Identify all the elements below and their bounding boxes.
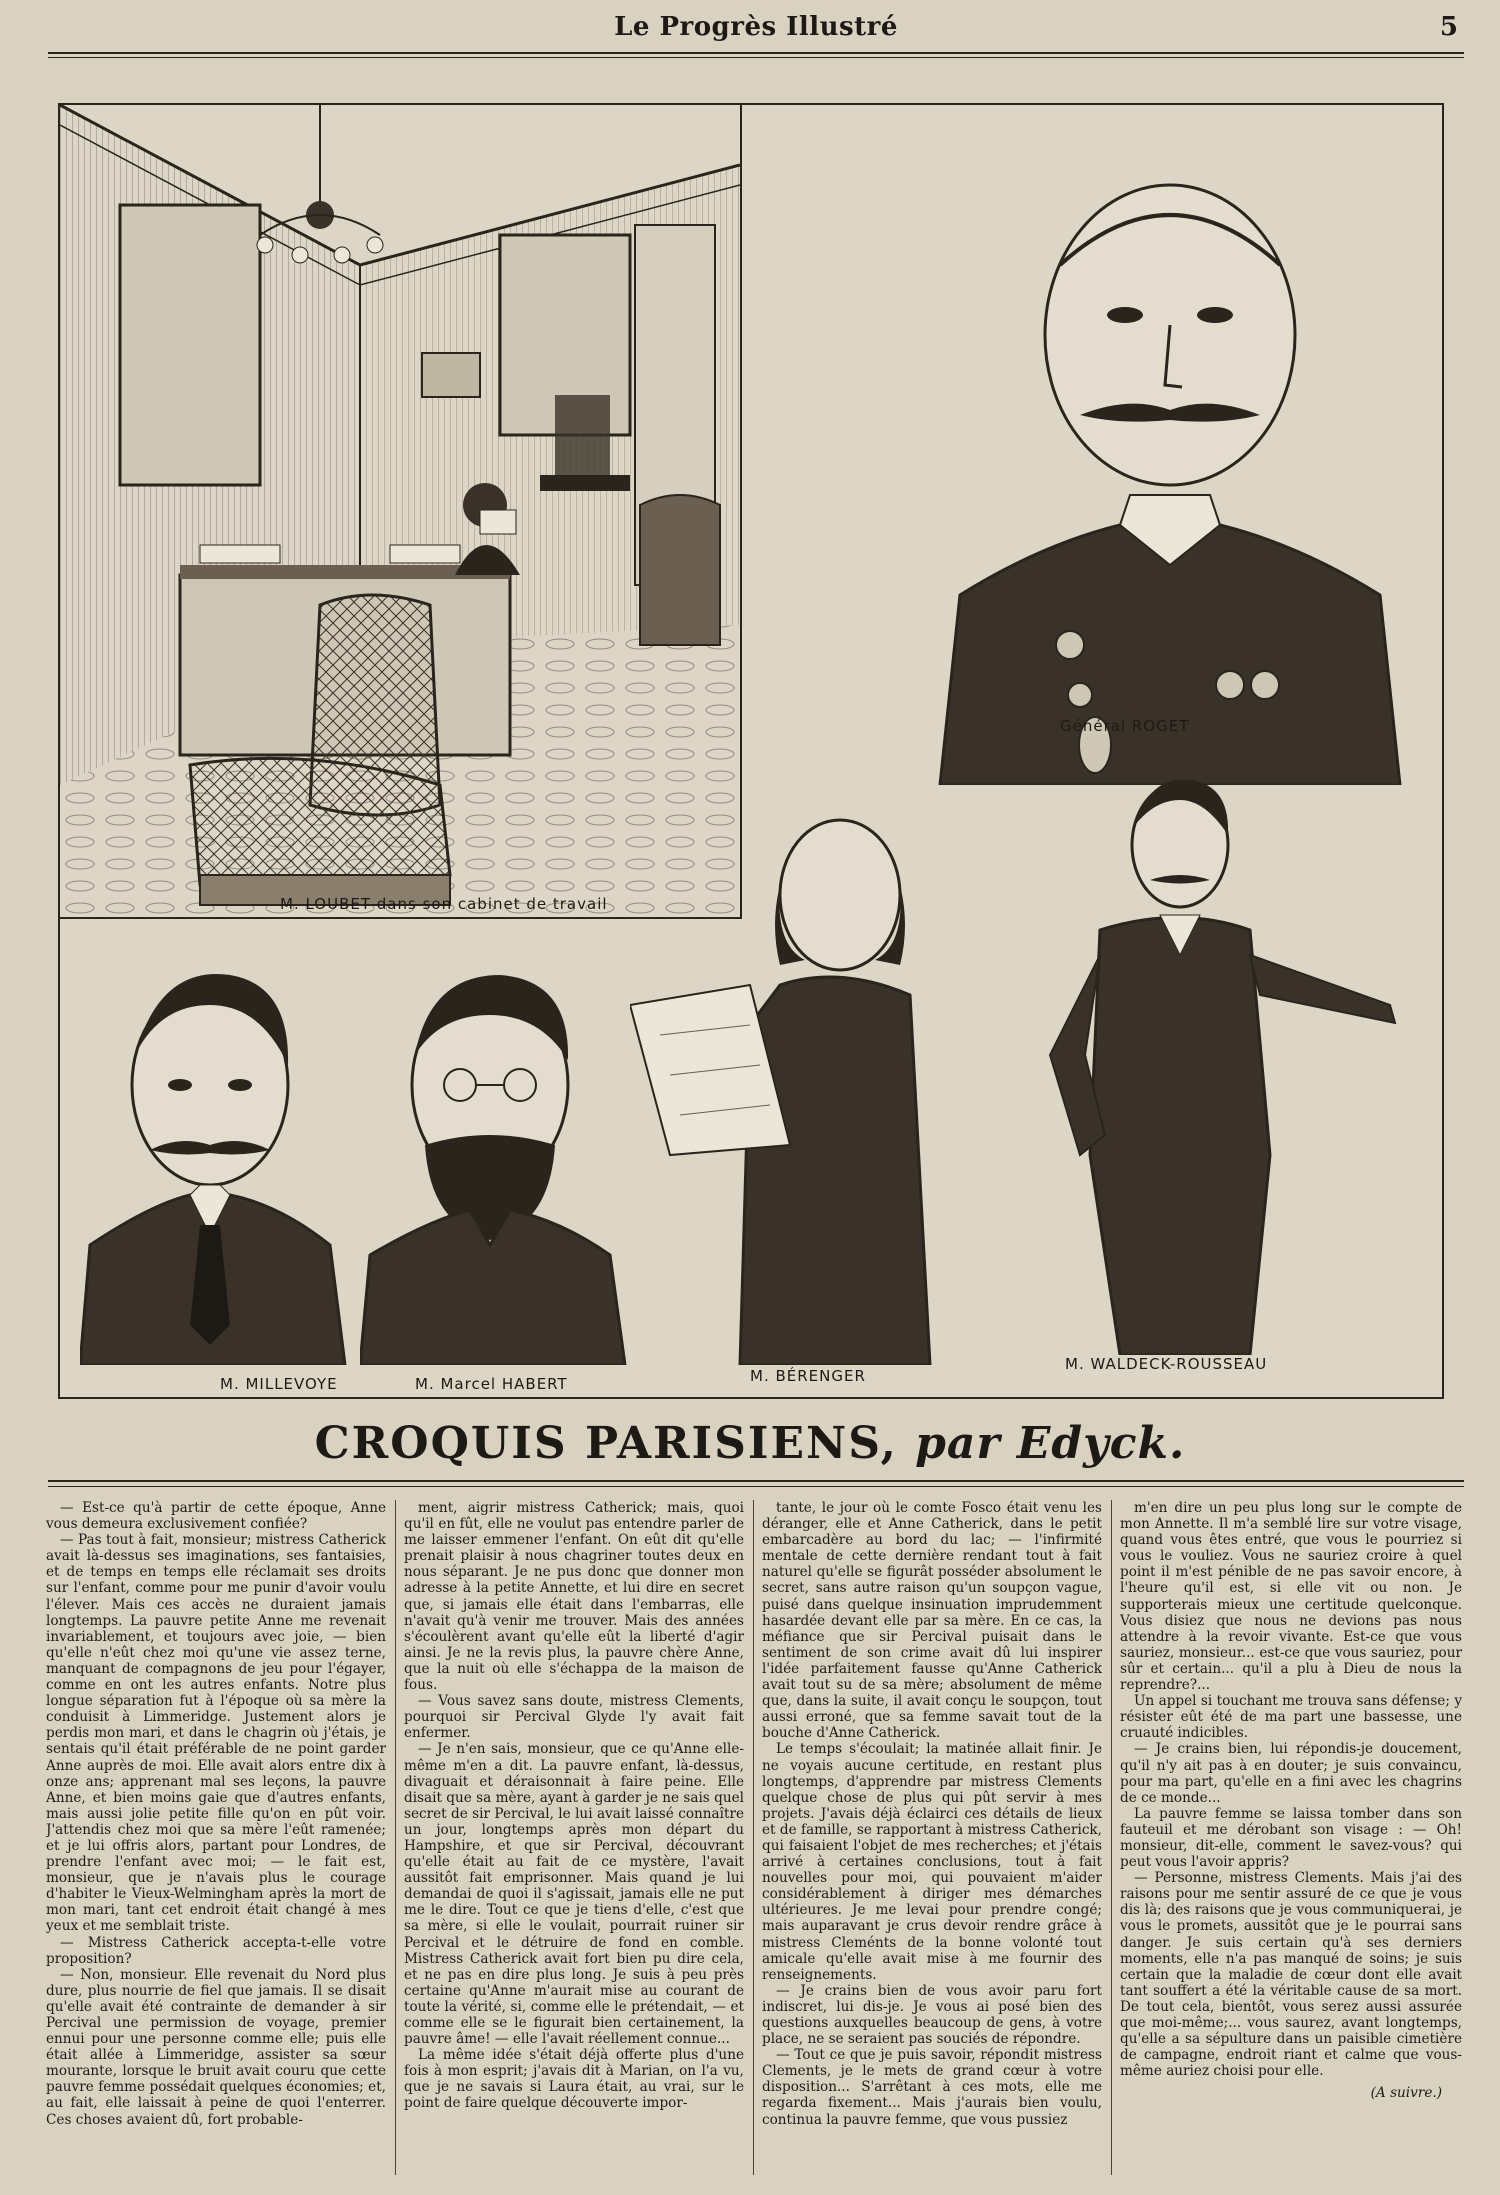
roget-portrait xyxy=(920,125,1420,785)
continuation-note: (A suivre.) xyxy=(1370,2085,1442,2102)
text-column-1 xyxy=(46,1500,386,2175)
habert-portrait xyxy=(360,945,630,1365)
paragraph: — Je crains bien de vous avoir paru fort indiscret, lui dis-je. Je vous ai posé bien des questions auxquelles beaucoup de gens, à votre place, ne se seraient pas souciés de répondre. xyxy=(762,1982,1102,2048)
paragraph: — Est-ce qu'à partir de cette époque, Anne vous demeura exclusivement confiée? xyxy=(46,1500,386,1533)
paragraph: tante, le jour où le comte Fosco était venu les déranger, elle et Anne Catherick, dans le petit embarcadère au bord du lac; — l'infirmité mentale de cette dernière rendant tout à fait naturel qu'elle se figurât posséder absolument le secret, sans autre raison qu'un soupçon vague, puisé dans quelque insinuation imprudemment hasardée devant elle par sa mère. En ce cas, la méfiance que sir Percival puisait dans le sentiment de son crime avait dû lui inspirer l'idée parfaitement fausse qu'Anne Catherick avait tout su de sa mère; absolument de même que, dans la suite, il avait conçu le soupçon, tout aussi erroné, que sa femme savait tout de la bouche d'Anne Catherick. xyxy=(762,1500,1102,1742)
waldeck-rousseau-caption: M. WALDECK-ROUSSEAU xyxy=(1065,1355,1268,1373)
paragraph: m'en dire un peu plus long sur le compte de mon Annette. Il m'a semblé lire sur votre visage, quand vous êtes entré, que vous le pourriez si vous le vouliez. Vous ne sauriez croire à quel point il m'est pénible de ne pas savoir encore, à l'heure qu'il est, si elle vit ou non. Je supporterais mieux une certitude quelconque. Vous disiez que nous ne devions pas nous attendre à la revoir vivante. Est-ce que vous sauriez, monsieur... est-ce que vous sauriez, pour sûr et certain... qu'il a plu à Dieu de nous la reprendre?... xyxy=(1120,1500,1462,1694)
paragraph: — Personne, mistress Clements. Mais j'ai des raisons pour me sentir assuré de ce que je vous dis là; des raisons que je vous communiquerai, je vous le promets, aussitôt que je le pourrai sans danger. Je suis certain qu'à ses derniers moments, elle n'a pas manqué de soins; je suis certain que la maladie de cœur dont elle avait tant souffert a été la véritable cause de sa mort. De tout cela, bientôt, vous serez aussi assurée que moi-même;... vous saurez, avant longtemps, qu'elle a sa sépulture dans un paisible cimetière de campagne, endroit riant et calme que vous-même auriez choisi pour elle. xyxy=(1120,1870,1462,2080)
millevoye-caption: M. MILLEVOYE xyxy=(220,1375,338,1393)
text-column-3 xyxy=(762,1500,1102,2175)
masthead-rule-thin xyxy=(48,57,1464,58)
millevoye-portrait xyxy=(80,945,350,1365)
masthead-rule xyxy=(48,52,1464,54)
paragraph: — Pas tout à fait, monsieur; mistress Catherick avait là-dessus ses imaginations, ses fantaisies, et de temps en temps elle réclamait ses droits sur l'enfant, comme pour me punir d'avoir voulu l'élever. Mais ces accès ne duraient jamais longtemps. La pauvre petite Anne me revenait invariablement, et toujours avec joie, — bien qu'elle n'eût chez moi qu'une vie assez terne, manquant de compagnons de jeu pour l'égayer, comme en ont les autres enfants. Notre plus longue séparation fut à l'époque où sa mère la conduisit à Limmeridge. Justement alors je perdis mon mari, et dans le chagrin où j'étais, je sentais qu'il était préférable de ne point garder Anne auprès de moi. Elle avait alors entre dix à onze ans; apprenant mal ses leçons, la pauvre Anne, et bien moins gaie que d'autres enfants, mais aussi jolie petite fille qu'on en pût voir. J'attendis chez moi que sa mère l'eût ramenée; et je lui offris alors, partant pour Londres, de prendre l'enfant avec moi; — le fait est, monsieur, que je n'avais plus le courage d'habiter le Vieux-Welmingham après la mort de mon mari, tant cet endroit était changé à mes yeux et me semblait triste. xyxy=(46,1532,386,1935)
berenger-figure xyxy=(630,785,970,1365)
headline-rule-thin xyxy=(48,1486,1464,1487)
roget-caption: Général ROGET xyxy=(1060,717,1190,735)
berenger-caption: M. BÉRENGER xyxy=(750,1367,866,1385)
paragraph: La même idée s'était déjà offerte plus d'une fois à mon esprit; j'avais dit à Marian, on l'a vu, que je ne savais si Laura était, au vrai, sur le point de faire quelque découverte impor- xyxy=(404,2047,744,2112)
paragraph: La pauvre femme se laissa tomber dans son fauteuil et me dérobant son visage : — Oh! monsieur, dit-elle, comment le savez-vous? qui peut vous l'avoir appris? xyxy=(1120,1805,1462,1871)
paragraph: Un appel si touchant me trouva sans défense; y résister eût été de ma part une bassesse, une cruauté indicibles. xyxy=(1120,1693,1462,1742)
serial-story-columns xyxy=(46,1500,1462,2175)
page-number: 5 xyxy=(1439,12,1458,42)
headline-rule xyxy=(48,1480,1464,1482)
column-rule xyxy=(1111,1500,1112,2175)
habert-caption: M. Marcel HABERT xyxy=(415,1375,568,1393)
illustration-plate xyxy=(58,103,1444,1399)
text-column-2 xyxy=(404,1500,744,2175)
paragraph: ment, aigrir mistress Catherick; mais, quoi qu'il en fût, elle ne voulut pas entendre parler de me laisser emmener l'enfant. On eût dit qu'elle prenait plaisir à nous chagriner toutes deux en nous séparant. Je ne pus donc que donner mon adresse à la petite Annette, et lui dire en secret que, si jamais elle était dans l'embarras, elle n'avait qu'à venir me trouver. Mais des années s'écoulèrent avant qu'elle eût la liberté d'agir ainsi. Je ne la revis plus, la pauvre chère Anne, que la nuit où elle s'échappa de la maison de fous. xyxy=(404,1500,744,1694)
column-rule xyxy=(395,1500,396,2175)
text-column-4 xyxy=(1120,1500,1462,2175)
paragraph: — Tout ce que je puis savoir, répondit mistress Clements, je le mets de grand cœur à votre disposition... S'arrêtant à ces mots, elle me regarda fixement... Mais j'aurais bien voulu, continua la pauvre femme, que vous pussiez xyxy=(762,2047,1102,2128)
headline xyxy=(0,1418,1500,1469)
paragraph: — Je n'en sais, monsieur, que ce qu'Anne elle-même m'en a dit. La pauvre enfant, là-dessus, divaguait et déraisonnait à faire peine. Elle disait que sa mère, ayant à garder je ne sais quel secret de sir Percival, le lui avait laissé connaître un jour, longtemps après mon départ du Hampshire, et que sir Percival, découvrant qu'elle était au fait de ce mystère, l'avait aussitôt fait emprisonner. Mais quand je lui demandai de quoi il s'agissait, jamais elle ne put me le dire. Tout ce que je tiens d'elle, c'est que sa mère, si elle le voulait, pourrait ruiner sir Percival et le détruire de fond en comble. Mistress Catherick avait fort bien pu dire cela, et ne pas en dire plus long. Je suis à peu près certaine qu'Anne m'aurait mise au courant de toute la vérité, si, comme elle le prétendait, — et comme elle se le figurait bien certainement, la pauvre âme! — elle l'avait réellement connue... xyxy=(404,1741,744,2048)
waldeck-rousseau-figure xyxy=(990,755,1430,1355)
column-rule xyxy=(753,1500,754,2175)
masthead xyxy=(48,8,1464,44)
paragraph: — Non, monsieur. Elle revenait du Nord plus dure, plus nourrie de fiel que jamais. Il se disait qu'elle avait été contrainte de demander à sir Percival une permission de voyage, premier ennui pour une personne comme elle; puis elle était allée à Limmeridge, assister sa sœur mourante, lorsque le bruit avait couru que cette pauvre femme possédait quelques économies; et, au fait, elle laissait à peine de quoi l'enterrer. Ces choses avaient dû, fort probable- xyxy=(46,1966,386,2128)
paragraph: — Je crains bien, lui répondis-je doucement, qu'il n'y ait pas à en douter; je suis convaincu, pour ma part, qu'elle en a fini avec les chagrins de ce monde... xyxy=(1120,1741,1462,1806)
headline-main: CROQUIS PARISIENS, xyxy=(314,1418,898,1469)
newspaper-title: Le Progrès Illustré xyxy=(614,12,898,42)
paragraph: — Vous savez sans doute, mistress Clements, pourquoi sir Percival Glyde l'y avait fait enfermer. xyxy=(404,1693,744,1742)
headline-byline: par Edyck. xyxy=(915,1418,1186,1469)
paragraph: Le temps s'écoulait; la matinée allait finir. Je ne voyais aucune certitude, en restant plus longtemps, d'apprendre par mistress Clements quelque chose de plus qui pût servir à mes projets. J'avais déjà éclairci ces détails de lieux et de famille, se rapportant à mistress Catherick, qui faisaient l'objet de mes recherches; et j'étais arrivé à certaines conclusions, tout à fait nouvelles pour moi, qui pouvaient m'aider considérablement à diriger mes démarches ultérieures. Je me levai pour prendre congé; mais auparavant je crus devoir rendre grâce à mistress Cleménts de la bonne volonté tout amicale qu'elle avait mise à me fournir des renseignements. xyxy=(762,1741,1102,1983)
paragraph: — Mistress Catherick accepta-t-elle votre proposition? xyxy=(46,1934,386,1967)
loubet-caption: M. LOUBET dans son cabinet de travail xyxy=(280,895,608,913)
